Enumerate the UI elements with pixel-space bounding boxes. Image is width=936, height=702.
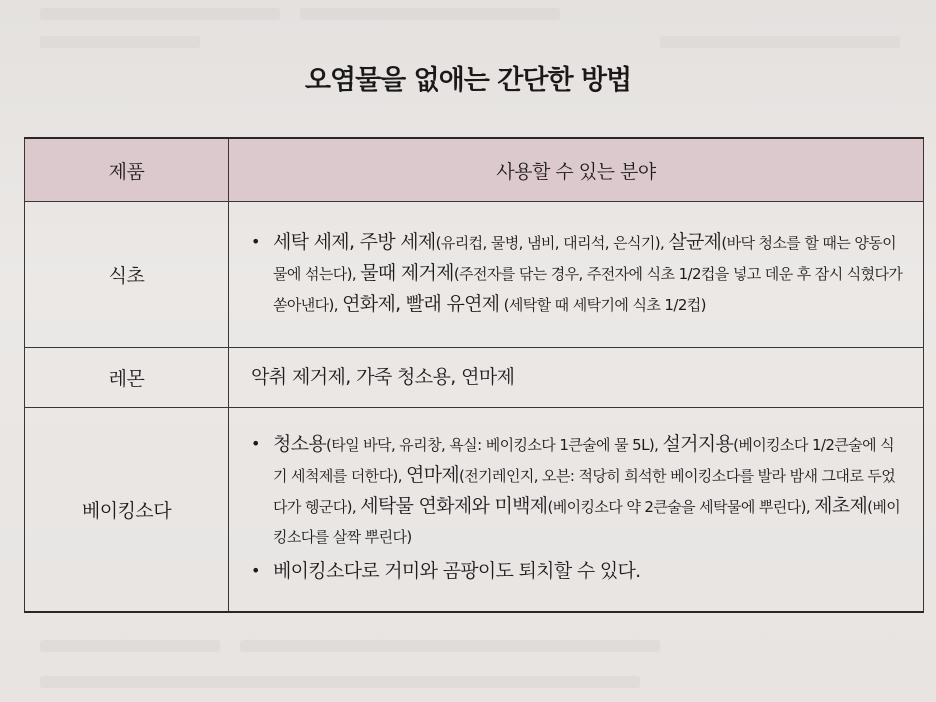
usage-detail: (베이킹소다 약 2큰술을 세탁물에 뿌린다),	[547, 498, 815, 517]
usage-detail: (세탁할 때 세탁기에 식초 1/2컵)	[499, 296, 706, 314]
usage-detail: (바닥 청소를 할 때는 양동이 물에 섞는다),	[273, 234, 897, 283]
table-header-row	[25, 138, 924, 202]
usage-keyword: 설거지용	[662, 433, 734, 456]
header-usage-areas: 사용할 수 있는 분야	[229, 138, 924, 202]
bullet-icon: •	[251, 561, 260, 581]
table-row-lemon	[25, 348, 924, 408]
bleed-through-text	[660, 36, 900, 48]
bleed-through-text	[40, 640, 220, 652]
usage-detail: (유리컵, 물병, 냄비, 대리석, 은식기),	[435, 234, 669, 252]
usage-keyword: 물때 제거제	[360, 262, 454, 284]
usage-detail: (주전자를 닦는 경우, 주전자에 식초 1/2컵을 넣고 데운 후 잠시 식혔다가 쏟아낸다),	[273, 265, 903, 314]
usage-text: 악취 제거제, 가죽 청소용, 연마제	[251, 365, 515, 388]
usage-keyword: 베이킹소다로 거미와 곰팡이도 퇴치할 수 있다.	[273, 560, 641, 583]
cleaning-methods-table	[24, 137, 924, 613]
usage-item	[247, 227, 907, 320]
usage-keyword: 연마제	[406, 464, 460, 487]
bleed-through-text	[40, 8, 280, 20]
usage-detail: (타일 바닥, 유리창, 욕실: 베이킹소다 1큰술에 물 5L),	[325, 436, 663, 455]
usage-list	[247, 429, 907, 587]
usage-detail: (베이킹소다 1/2큰술에 식기 세척제를 더한다),	[273, 436, 895, 486]
page-title: 오염물을 없애는 간단한 방법	[304, 65, 632, 96]
usage-cell	[229, 348, 924, 408]
usage-list	[247, 227, 907, 320]
usage-keyword: 연화제, 빨래 유연제	[342, 293, 500, 315]
product-name: 베이킹소다	[25, 408, 229, 612]
usage-keyword: 청소용	[273, 433, 326, 456]
usage-item	[247, 556, 907, 587]
usage-keyword: 세탁 세제, 주방 세제	[273, 231, 436, 253]
product-name: 레몬	[25, 348, 229, 408]
table-row-vinegar	[25, 202, 924, 348]
usage-keyword: 제초제	[814, 495, 868, 518]
usage-cell	[229, 408, 924, 612]
header-product: 제품	[25, 138, 229, 202]
usage-item	[247, 429, 907, 552]
usage-keyword: 세탁물 연화제와 미백제	[360, 495, 548, 518]
usage-detail: (베이킹소다를 살짝 뿌린다)	[273, 498, 901, 547]
bleed-through-text	[300, 8, 560, 20]
product-name: 식초	[25, 202, 229, 348]
usage-cell	[229, 202, 924, 348]
table-row-baking-soda	[25, 408, 924, 612]
bullet-icon: •	[251, 434, 260, 454]
usage-keyword: 살균제	[668, 231, 722, 253]
bleed-through-text	[40, 676, 640, 688]
bullet-icon: •	[251, 232, 260, 251]
bleed-through-text	[40, 36, 200, 48]
bleed-through-text	[240, 640, 660, 652]
usage-detail: (전기레인지, 오븐: 적당히 희석한 베이킹소다를 발라 밤새 그대로 두었다가 헹군다),	[273, 467, 896, 517]
